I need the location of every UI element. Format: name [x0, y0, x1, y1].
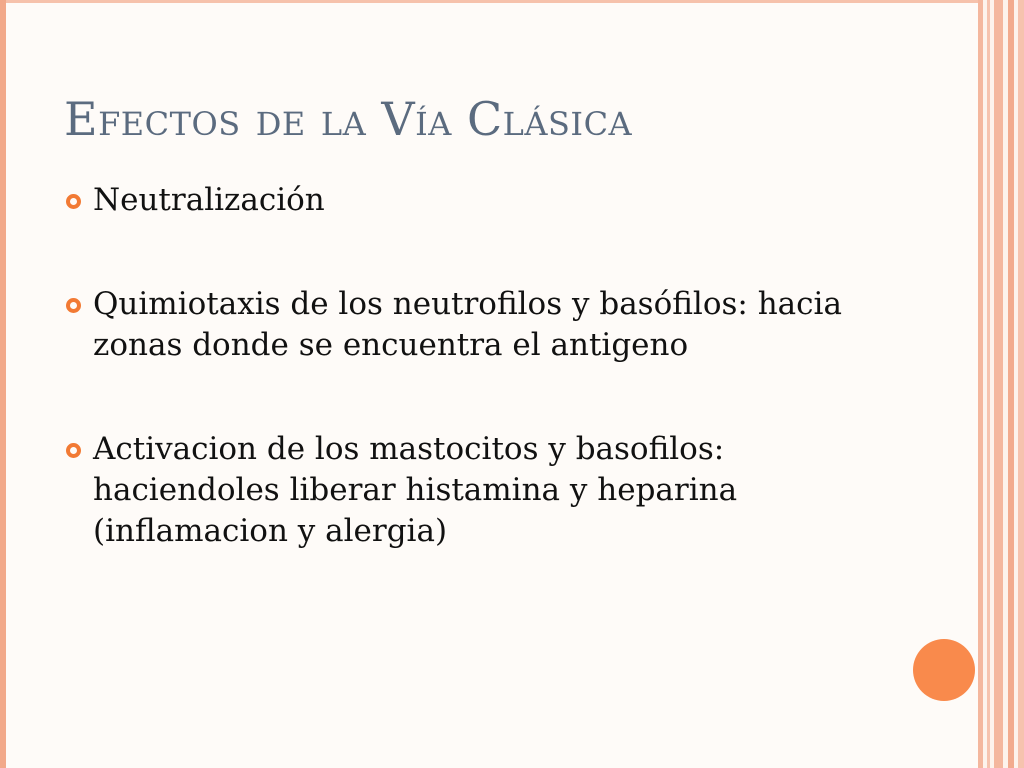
- bullet-icon: [66, 443, 81, 458]
- bullet-text: Quimiotaxis de los neutrofilos y basófilos: hacia zonas donde se encuentra el antigeno: [93, 286, 842, 363]
- top-border-decoration: [0, 0, 1024, 3]
- bullet-text: Activacion de los mastocitos y basofilos: haciendoles liberar histamina y heparina (inflamacion y alergia): [93, 431, 738, 549]
- slide-title: Efectos de la Vía Clásica: [64, 92, 633, 146]
- bullet-icon: [66, 194, 81, 209]
- bullet-text: Neutralización: [93, 182, 325, 218]
- bullet-item: [66, 180, 886, 221]
- bullet-item: [66, 284, 886, 366]
- right-stripe: [1008, 0, 1014, 768]
- right-stripe: [987, 0, 990, 768]
- right-stripe: [1018, 0, 1024, 768]
- orange-circle-decoration: [913, 639, 975, 701]
- left-border-decoration: [0, 0, 6, 768]
- bullet-icon: [66, 298, 81, 313]
- right-stripe: [994, 0, 1003, 768]
- bullet-item: [66, 429, 886, 552]
- right-stripe: [978, 0, 983, 768]
- bullet-list: [66, 180, 886, 552]
